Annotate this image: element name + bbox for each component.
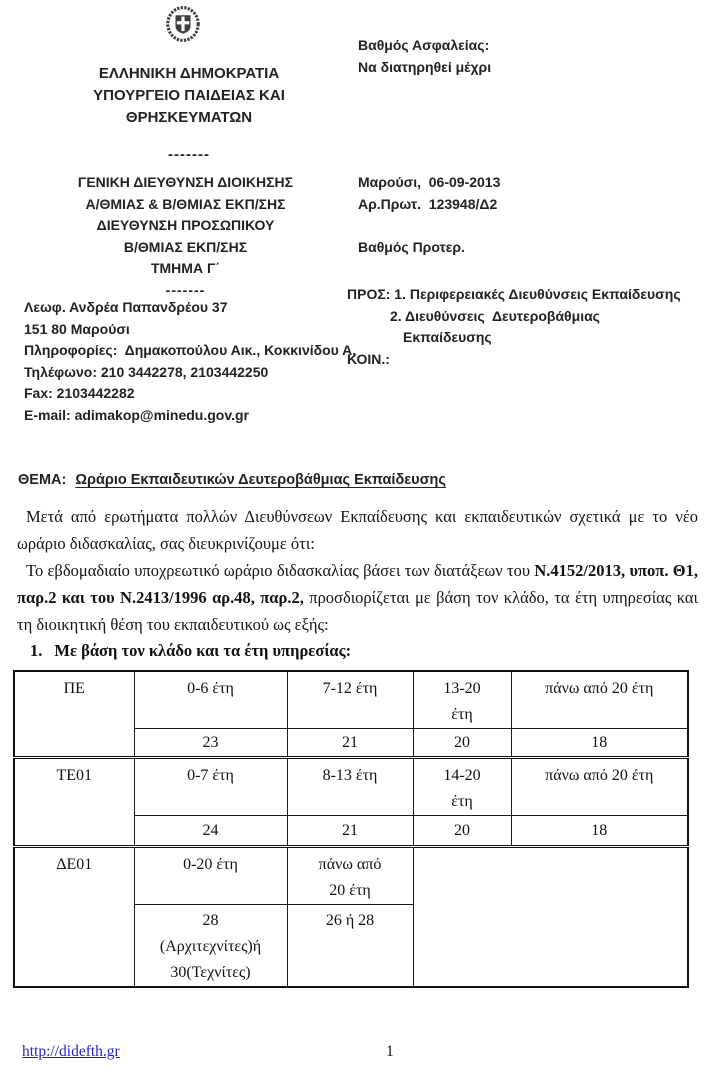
letterhead-republic: ΕΛΛΗΝΙΚΗ ΔΗΜΟΚΡΑΤΙΑ	[98, 65, 280, 82]
city-date: Μαρούσι, 06-09-2013	[358, 174, 501, 190]
table-value-text: 28	[202, 912, 219, 929]
didefth-link[interactable]: http://didefth.gr	[22, 1043, 120, 1060]
table-header-cell: πάνω από 20 έτη	[511, 671, 688, 729]
table-header-cell: 0-6 έτη	[134, 671, 287, 729]
list-heading	[30, 641, 351, 661]
table-header-cell	[413, 671, 511, 729]
law-reference-bold: Ν.4152/2013, υποπ. Θ1, παρ.2 και του Ν.2413/1996 αρ.48, παρ.2,	[17, 561, 698, 607]
table-cell-de01-empty	[413, 847, 688, 988]
department-line: Α/ΘΜΙΑΣ & Β/ΘΜΙΑΣ ΕΚΠ/ΣΗΣ	[85, 195, 286, 212]
table-value-cell: 20	[413, 729, 511, 758]
protocol-number: Αρ.Πρωτ. 123948/Δ2	[358, 195, 498, 212]
contact-address: Λεωφ. Ανδρέα Παπανδρέου 37	[24, 299, 228, 315]
subject-line	[18, 470, 446, 492]
department-line: ΔΙΕΥΘΥΝΣΗ ΠΡΟΣΩΠΙΚΟΥ	[96, 217, 275, 233]
recipients-block	[347, 284, 707, 370]
paragraph-text: Το εβδομαδιαίο υποχρεωτικό ωράριο διδασκαλίας βάσει των διατάξεων του	[26, 561, 535, 580]
department-line: ΤΜΗΜΑ Γ΄	[150, 260, 221, 276]
table-category-de01: ΔΕ01	[14, 847, 134, 988]
recipient-item: Εκπαίδευσης	[403, 329, 492, 345]
pros-label: ΠΡΟΣ:	[347, 286, 391, 302]
letterhead-divider: -------	[168, 146, 210, 163]
retain-until-label: Να διατηρηθεί μέχρι	[358, 58, 492, 75]
page-number: 1	[386, 1043, 394, 1060]
table-header-cell: 0-20 έτη	[134, 847, 287, 905]
table-value-cell: 18	[511, 816, 688, 847]
table-header-text: πάνω από	[318, 856, 382, 873]
table-value-cell: 21	[287, 729, 413, 758]
table-value-cell: 21	[287, 816, 413, 847]
security-block	[358, 35, 491, 78]
recipients-line	[347, 284, 707, 306]
table-header-text: 20 έτη	[329, 882, 371, 899]
contact-block	[24, 297, 356, 426]
department-line: Β/ΘΜΙΑΣ ΕΚΠ/ΣΗΣ	[123, 238, 248, 255]
table-value-cell: 23	[134, 729, 287, 758]
spacer	[358, 215, 500, 237]
list-number: 1.	[30, 641, 43, 660]
subject-text: Ωράριο Εκπαιδευτικών Δευτεροβάθμιας Εκπαίδευσης	[75, 472, 446, 488]
protocol-block	[358, 172, 500, 258]
letterhead	[28, 63, 350, 166]
table-header-cell	[413, 758, 511, 816]
table-value-cell: 24	[134, 816, 287, 847]
koin-label: ΚΟΙΝ.:	[347, 350, 390, 367]
table-header-cell: 0-7 έτη	[134, 758, 287, 816]
table-header-text: 13-20 έτη	[443, 680, 481, 723]
paragraph-text: προσδιορίζεται με βάση τον κλάδο, τα έτη υπηρεσίας και τη διοικητική θέση του εκπαιδευτικού ως εξής:	[17, 588, 698, 634]
table-value-text: 30(Τεχνίτες)	[170, 964, 251, 981]
contact-fax: Fax: 2103442282	[24, 385, 135, 401]
table-value-text: (Αρχιτεχνίτες)ή	[159, 938, 262, 955]
table-header-cell: 8-13 έτη	[287, 758, 413, 816]
recipient-item: 2. Διευθύνσεις Δευτεροβάθμιας	[390, 307, 600, 324]
letterhead-ministry: ΥΠΟΥΡΓΕΙΟ ΠΑΙΔΕΙΑΣ ΚΑΙ ΘΡΗΣΚΕΥΜΑΤΩΝ	[93, 87, 290, 126]
table-value-cell: 26 ή 28	[287, 905, 413, 988]
body-paragraph-1: Μετά από ερωτήματα πολλών Διευθύνσεων Εκπαίδευσης και εκπαιδευτικών σχετικά με το νέο ωράριο διδασκαλίας, σας διευκρινίζουμε ότι:	[17, 507, 698, 553]
table-value-cell: 18	[511, 729, 688, 758]
recipient-item: 1. Περιφερειακές Διευθύνσεις Εκπαίδευσης	[394, 286, 681, 302]
table-header-cell	[287, 847, 413, 905]
department-line: ΓΕΝΙΚΗ ΔΙΕΥΘΥΝΣΗ ΔΙΟΙΚΗΣΗΣ	[77, 174, 294, 190]
table-value-cell	[134, 905, 287, 988]
greek-emblem-icon	[164, 5, 202, 43]
table-value-cell: 20	[413, 816, 511, 847]
contact-postal: 151 80 Μαρούσι	[24, 320, 130, 337]
contact-email: E-mail: adimakop@minedu.gov.gr	[24, 406, 249, 423]
table-category-te01: ΤΕ01	[14, 758, 134, 847]
department-block	[58, 172, 313, 301]
contact-info: Πληροφορίες: Δημακοπούλου Αικ., Κοκκινίδου Α.	[24, 342, 357, 358]
table-header-cell: 7-12 έτη	[287, 671, 413, 729]
table-category-pe: ΠΕ	[14, 671, 134, 758]
table-header-text: 14-20 έτη	[443, 767, 481, 810]
table-header-cell: πάνω από 20 έτη	[511, 758, 688, 816]
department-divider: -------	[165, 281, 206, 298]
contact-phone: Τηλέφωνο: 210 3442278, 2103442250	[24, 363, 269, 380]
priority-label: Βαθμός Προτερ.	[358, 238, 465, 255]
teaching-hours-table	[13, 670, 689, 988]
body-paragraph-2	[17, 557, 698, 638]
security-grade-label: Βαθμός Ασφαλείας:	[358, 37, 490, 53]
subject-label: ΘΕΜΑ:	[18, 472, 67, 488]
list-text: Με βάση τον κλάδο και τα έτη υπηρεσίας:	[54, 641, 352, 660]
